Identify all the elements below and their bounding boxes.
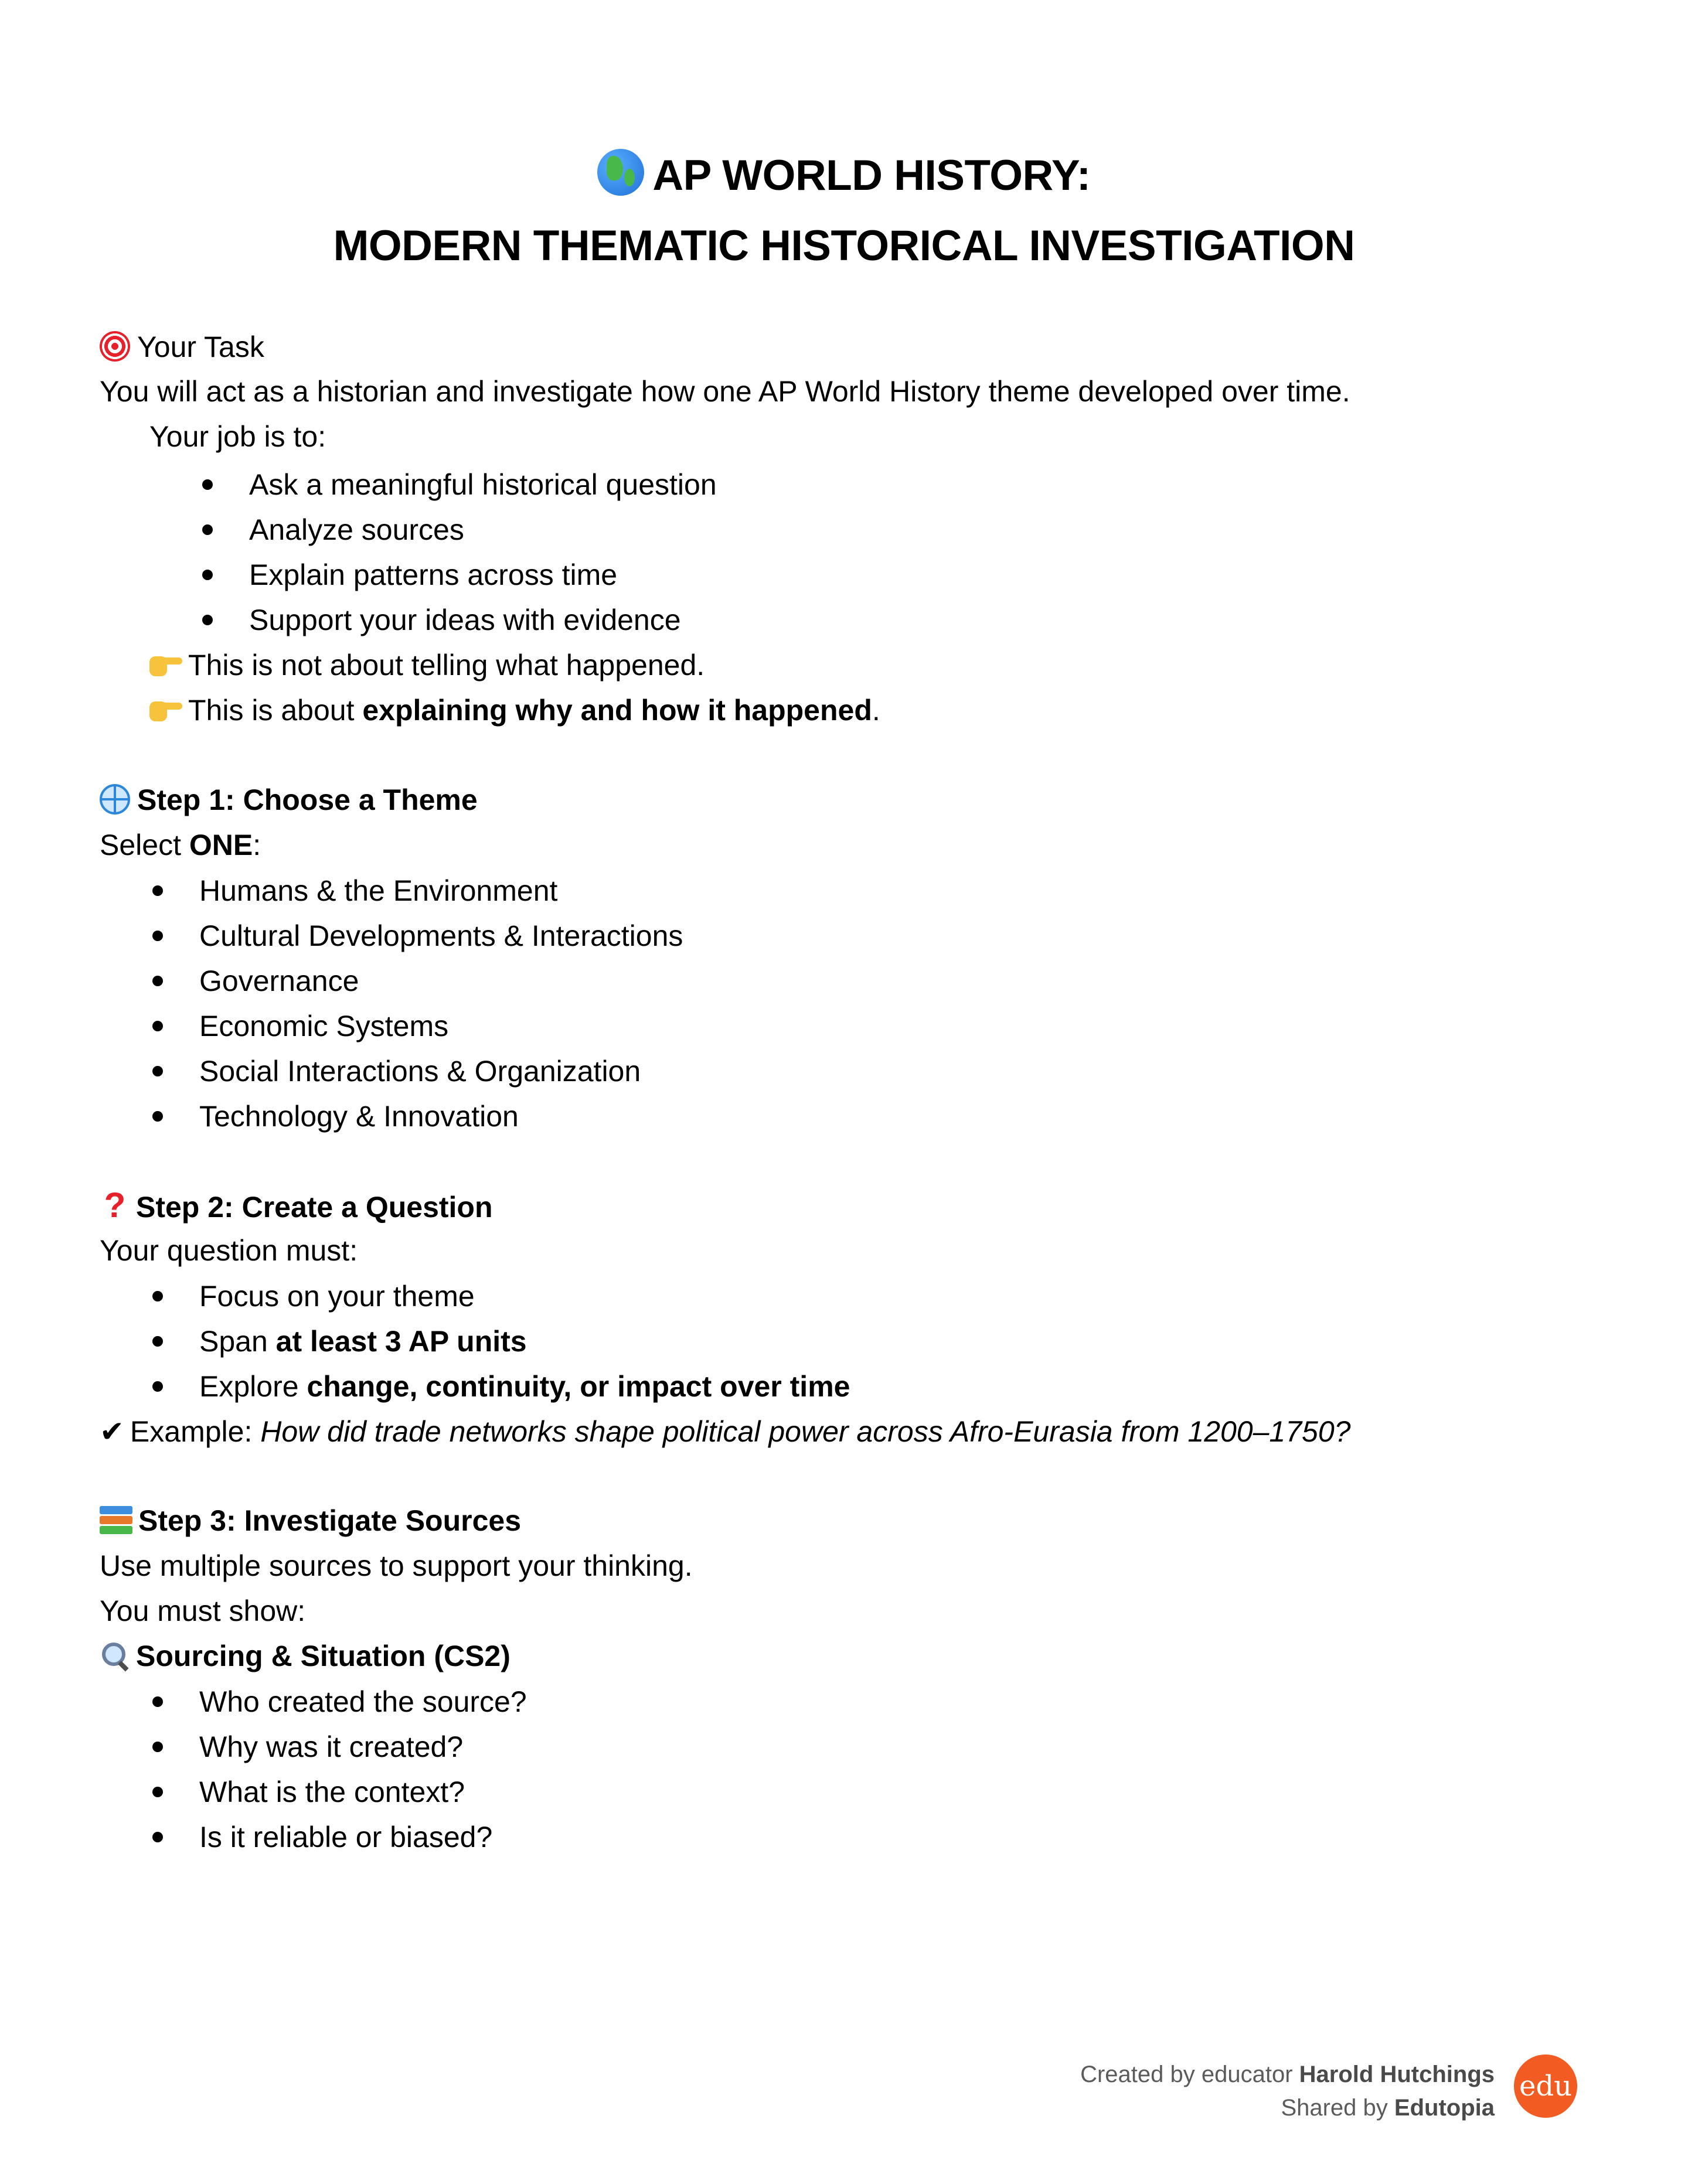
bullet-icon — [152, 1832, 163, 1842]
list-item: Ask a meaningful historical question — [249, 468, 717, 501]
bullet-icon — [152, 1787, 163, 1797]
bullet-icon — [152, 976, 163, 986]
list-item: Explain patterns across time — [249, 558, 618, 591]
step1-heading: Step 1: Choose a Theme — [100, 781, 478, 819]
page-title-line-2: MODERN THEMATIC HISTORICAL INVESTIGATION — [333, 222, 1355, 270]
task-note-1: This is not about telling what happened. — [149, 646, 705, 684]
list-item: Technology & Innovation — [199, 1100, 519, 1133]
bullet-icon — [152, 885, 163, 896]
check-mark-icon: ✔ — [100, 1415, 124, 1449]
list-item: Focus on your theme — [199, 1280, 475, 1313]
books-icon — [100, 1506, 132, 1534]
list-item: Humans & the Environment — [199, 874, 558, 907]
list-item: Is it reliable or biased? — [199, 1821, 493, 1853]
step3-line-2: You must show: — [100, 1594, 306, 1627]
list-item: Analyze sources — [249, 513, 464, 546]
sourcing-heading: Sourcing & Situation (CS2) — [100, 1637, 511, 1675]
red-question-icon: ? — [104, 1185, 126, 1225]
list-item: Why was it created? — [199, 1730, 464, 1763]
edutopia-logo: edu — [1514, 2054, 1577, 2118]
list-item: Cultural Developments & Interactions — [199, 919, 683, 952]
list-item: Support your ideas with evidence — [249, 604, 681, 636]
pointing-hand-icon — [149, 650, 182, 679]
bullet-icon — [202, 479, 213, 490]
list-item: Explore change, continuity, or impact over time — [199, 1370, 850, 1403]
step3-line-1: Use multiple sources to support your thinking. — [100, 1549, 693, 1582]
step3-heading: Step 3: Investigate Sources — [100, 1502, 521, 1539]
task-heading: Your Task — [100, 328, 264, 366]
step2-heading: ? Step 2: Create a Question — [100, 1187, 493, 1226]
magnifier-icon — [100, 1640, 130, 1671]
step2-must: Your question must: — [100, 1234, 358, 1267]
bullet-icon — [152, 1111, 163, 1122]
step1-select: Select ONE: — [100, 829, 261, 861]
bullet-icon — [202, 524, 213, 535]
page-title-line-1: AP WORLD HISTORY: — [0, 149, 1688, 202]
bullet-icon — [152, 1696, 163, 1707]
bullet-icon — [152, 1066, 163, 1076]
bullet-icon — [152, 1336, 163, 1347]
bullet-icon — [152, 1381, 163, 1392]
list-item: Who created the source? — [199, 1685, 527, 1718]
bullet-icon — [152, 1291, 163, 1301]
footer-created-by: Created by educator Harold Hutchings — [1080, 2062, 1495, 2087]
task-note-2: This is about explaining why and how it happened. — [149, 691, 880, 729]
list-item: Economic Systems — [199, 1010, 449, 1042]
globe-africa-icon — [597, 149, 644, 196]
globe-meridians-icon — [100, 784, 130, 815]
bullet-icon — [202, 615, 213, 625]
bullet-icon — [202, 570, 213, 580]
pointing-hand-icon — [149, 696, 182, 724]
list-item: What is the context? — [199, 1776, 465, 1808]
job-label: Your job is to: — [149, 420, 326, 453]
bullet-icon — [152, 931, 163, 941]
list-item: Governance — [199, 965, 359, 997]
bullet-icon — [152, 1742, 163, 1752]
step2-example: ✔ Example: How did trade networks shape political power across Afro-Eurasia from 1200–1750? — [100, 1413, 1350, 1450]
bullet-icon — [152, 1021, 163, 1031]
list-item: Span at least 3 AP units — [199, 1325, 527, 1358]
list-item: Social Interactions & Organization — [199, 1055, 641, 1088]
task-intro: You will act as a historian and investigate how one AP World History theme developed over time. — [100, 375, 1350, 408]
target-icon — [100, 331, 130, 362]
footer-shared-by: Shared by Edutopia — [1281, 2095, 1495, 2121]
